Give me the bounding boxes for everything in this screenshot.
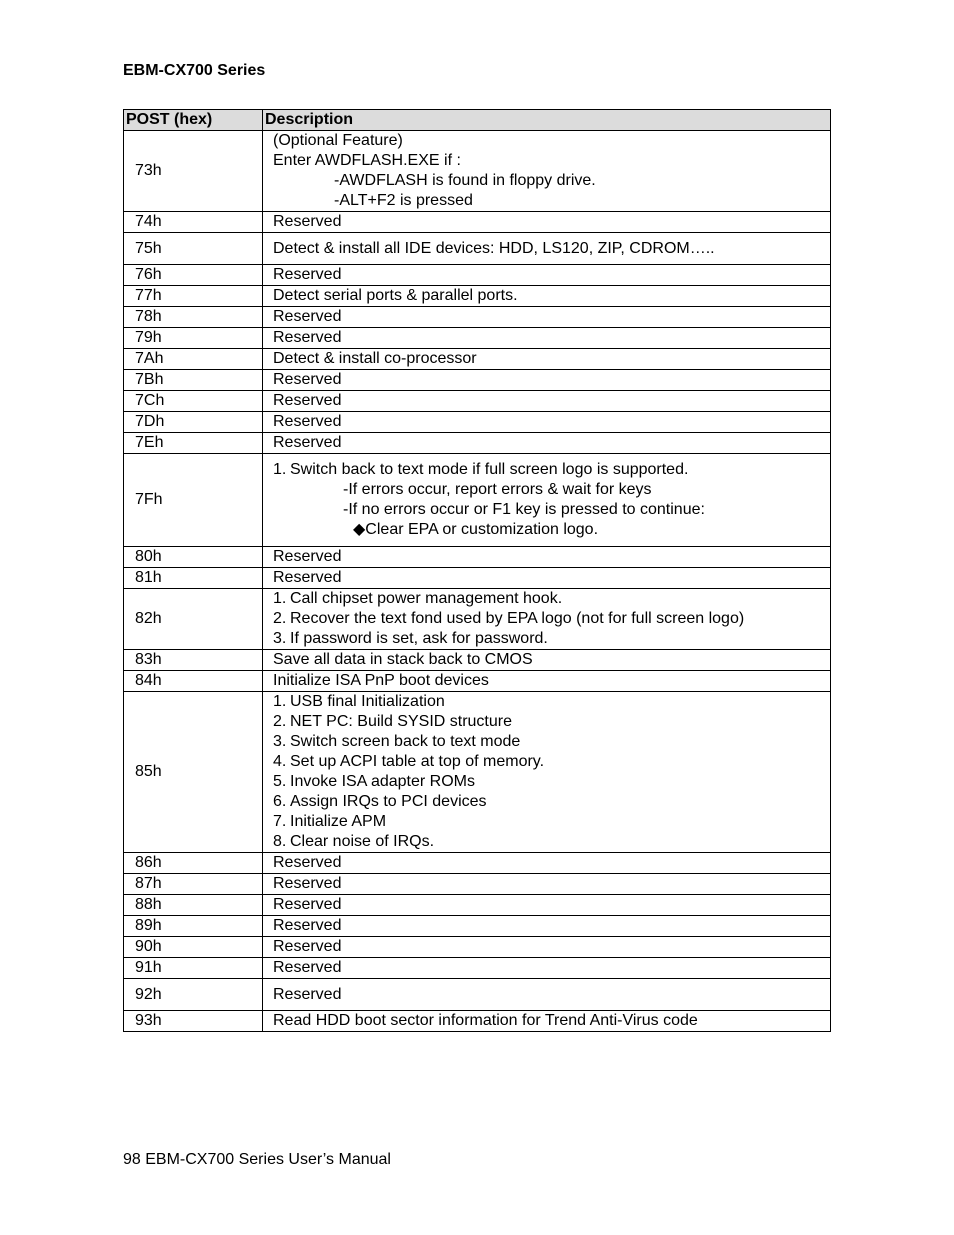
list-number: 8.	[273, 833, 287, 850]
description-line	[273, 568, 830, 588]
post-code-cell: 7Fh	[124, 454, 263, 547]
description-text: Recover the text fond used by EPA logo (not for full screen logo)	[290, 610, 745, 627]
description-cell	[263, 433, 831, 454]
description-cell	[263, 568, 831, 589]
table-row	[124, 1011, 831, 1032]
table-row	[124, 692, 831, 853]
post-code-cell: 79h	[124, 328, 263, 349]
page-footer: 98 EBM-CX700 Series User’s Manual	[123, 1151, 391, 1168]
description-line	[273, 916, 830, 936]
description-line	[273, 609, 830, 629]
description-line	[273, 286, 830, 306]
description-line	[273, 792, 830, 812]
description-text: Initialize ISA PnP boot devices	[273, 672, 489, 689]
table-row	[124, 671, 831, 692]
description-cell	[263, 212, 831, 233]
description-text: Call chipset power management hook.	[290, 590, 563, 607]
description-cell	[263, 454, 831, 547]
description-cell	[263, 1011, 831, 1032]
table-row	[124, 958, 831, 979]
post-code-cell: 93h	[124, 1011, 263, 1032]
description-line	[273, 171, 830, 191]
list-number: 4.	[273, 753, 287, 770]
post-code-cell: 82h	[124, 589, 263, 650]
description-text: If password is set, ask for password.	[290, 630, 548, 647]
table-row	[124, 895, 831, 916]
description-line	[273, 391, 830, 411]
description-cell	[263, 370, 831, 391]
description-cell	[263, 328, 831, 349]
description-text: NET PC: Build SYSID structure	[290, 713, 512, 730]
table-row	[124, 212, 831, 233]
description-text: Switch back to text mode if full screen logo is supported.	[290, 461, 689, 478]
post-code-cell: 81h	[124, 568, 263, 589]
table-row	[124, 286, 831, 307]
table-header-row	[124, 110, 831, 131]
description-text: ◆Clear EPA or customization logo.	[353, 521, 599, 538]
post-code-cell: 75h	[124, 233, 263, 265]
post-code-cell: 88h	[124, 895, 263, 916]
description-cell	[263, 412, 831, 433]
description-line	[273, 307, 830, 327]
description-line	[273, 520, 830, 540]
post-code-cell: 77h	[124, 286, 263, 307]
description-cell	[263, 979, 831, 1011]
description-cell	[263, 916, 831, 937]
description-text: Reserved	[273, 875, 342, 892]
post-code-cell: 84h	[124, 671, 263, 692]
table-row	[124, 391, 831, 412]
description-cell	[263, 671, 831, 692]
table-row	[124, 328, 831, 349]
description-cell	[263, 958, 831, 979]
description-line	[273, 191, 830, 211]
description-line	[273, 985, 830, 1005]
list-number: 2.	[273, 713, 287, 730]
list-number: 6.	[273, 793, 287, 810]
description-text: -AWDFLASH is found in floppy drive.	[334, 172, 596, 189]
list-number: 3.	[273, 630, 287, 647]
post-code-table	[123, 109, 831, 1032]
description-line	[273, 433, 830, 453]
description-text: USB final Initialization	[290, 693, 445, 710]
description-line	[273, 212, 830, 232]
post-code-cell: 89h	[124, 916, 263, 937]
description-line	[273, 812, 830, 832]
description-line	[273, 547, 830, 567]
description-line	[273, 874, 830, 894]
description-text: Reserved	[273, 854, 342, 871]
description-text: Detect & install all IDE devices: HDD, LS120, ZIP, CDROM…..	[273, 239, 715, 257]
post-code-cell: 90h	[124, 937, 263, 958]
description-line	[273, 349, 830, 369]
list-number: 1.	[273, 693, 287, 710]
table-row	[124, 547, 831, 568]
description-text: Reserved	[273, 548, 342, 565]
table-row	[124, 349, 831, 370]
description-text: Reserved	[273, 896, 342, 913]
description-cell	[263, 131, 831, 212]
table-row	[124, 937, 831, 958]
description-text: Detect serial ports & parallel ports.	[273, 287, 518, 304]
description-line	[273, 752, 830, 772]
description-line	[273, 732, 830, 752]
description-line	[273, 500, 830, 520]
description-text: Clear noise of IRQs.	[290, 833, 435, 850]
description-cell	[263, 650, 831, 671]
post-code-cell: 91h	[124, 958, 263, 979]
description-text: Reserved	[273, 308, 342, 325]
description-text: Invoke ISA adapter ROMs	[290, 773, 475, 790]
table-row	[124, 433, 831, 454]
table-row	[124, 307, 831, 328]
description-cell	[263, 233, 831, 265]
table-row	[124, 131, 831, 212]
description-cell	[263, 265, 831, 286]
description-line	[273, 265, 830, 285]
description-text: Switch screen back to text mode	[290, 733, 521, 750]
description-text: Read HDD boot sector information for Trend Anti-Virus code	[273, 1012, 698, 1029]
description-line	[273, 629, 830, 649]
description-line	[273, 772, 830, 792]
description-cell	[263, 391, 831, 412]
post-code-cell: 85h	[124, 692, 263, 853]
list-number: 1.	[273, 590, 287, 607]
post-code-cell: 73h	[124, 131, 263, 212]
description-text: -If no errors occur or F1 key is pressed to continue:	[343, 501, 705, 518]
description-text: Reserved	[273, 985, 342, 1003]
table-row	[124, 916, 831, 937]
description-cell	[263, 547, 831, 568]
post-code-cell: 7Dh	[124, 412, 263, 433]
table-row	[124, 412, 831, 433]
description-text: Assign IRQs to PCI devices	[290, 793, 487, 810]
table-row	[124, 979, 831, 1011]
description-text: Reserved	[273, 434, 342, 451]
description-text: Reserved	[273, 413, 342, 430]
post-code-cell: 86h	[124, 853, 263, 874]
description-line	[273, 692, 830, 712]
post-code-cell: 7Bh	[124, 370, 263, 391]
post-code-cell: 83h	[124, 650, 263, 671]
description-text: Set up ACPI table at top of memory.	[290, 753, 545, 770]
description-cell	[263, 692, 831, 853]
description-text: Reserved	[273, 329, 342, 346]
list-number: 3.	[273, 733, 287, 750]
description-line	[273, 832, 830, 852]
post-code-cell: 7Eh	[124, 433, 263, 454]
description-text: Enter AWDFLASH.EXE if :	[273, 152, 461, 169]
description-line	[273, 131, 830, 151]
column-header-post: POST (hex)	[124, 110, 263, 131]
post-code-cell: 80h	[124, 547, 263, 568]
description-text: -If errors occur, report errors & wait for keys	[343, 481, 652, 498]
description-line	[273, 712, 830, 732]
table-row	[124, 650, 831, 671]
list-number: 2.	[273, 610, 287, 627]
description-line	[273, 1011, 830, 1031]
description-cell	[263, 286, 831, 307]
page-header: EBM-CX700 Series	[123, 62, 266, 79]
description-line	[273, 370, 830, 390]
post-code-cell: 7Ch	[124, 391, 263, 412]
description-text: Save all data in stack back to CMOS	[273, 651, 533, 668]
post-code-cell: 87h	[124, 874, 263, 895]
description-text: Reserved	[273, 569, 342, 586]
description-cell	[263, 853, 831, 874]
description-text: Reserved	[273, 938, 342, 955]
column-header-description: Description	[263, 110, 831, 131]
description-line	[273, 480, 830, 500]
description-cell	[263, 349, 831, 370]
description-line	[273, 151, 830, 171]
description-cell	[263, 895, 831, 916]
description-line	[273, 895, 830, 915]
list-number: 5.	[273, 773, 287, 790]
table-row	[124, 589, 831, 650]
post-code-cell: 7Ah	[124, 349, 263, 370]
description-text: Reserved	[273, 371, 342, 388]
description-line	[273, 239, 830, 259]
description-text: Reserved	[273, 959, 342, 976]
description-cell	[263, 937, 831, 958]
description-line	[273, 589, 830, 609]
post-code-cell: 74h	[124, 212, 263, 233]
description-line	[273, 412, 830, 432]
list-number: 7.	[273, 813, 287, 830]
table-row	[124, 233, 831, 265]
description-line	[273, 958, 830, 978]
description-line	[273, 460, 830, 480]
description-line	[273, 853, 830, 873]
table-row	[124, 370, 831, 391]
description-line	[273, 650, 830, 670]
description-text: Reserved	[273, 392, 342, 409]
description-text: -ALT+F2 is pressed	[334, 192, 473, 209]
table-row	[124, 853, 831, 874]
description-line	[273, 671, 830, 691]
description-line	[273, 937, 830, 957]
post-code-cell: 76h	[124, 265, 263, 286]
description-text: Reserved	[273, 213, 342, 230]
description-text: Initialize APM	[290, 813, 387, 830]
table-row	[124, 568, 831, 589]
description-cell	[263, 307, 831, 328]
description-text: Detect & install co-processor	[273, 350, 477, 367]
table-row	[124, 874, 831, 895]
list-number: 1.	[273, 461, 287, 478]
description-cell	[263, 874, 831, 895]
table-body	[124, 131, 831, 1032]
post-code-cell: 92h	[124, 979, 263, 1011]
description-text: Reserved	[273, 266, 342, 283]
table-row	[124, 454, 831, 547]
description-text: (Optional Feature)	[273, 132, 403, 149]
description-text: Reserved	[273, 917, 342, 934]
post-code-cell: 78h	[124, 307, 263, 328]
table-row	[124, 265, 831, 286]
description-line	[273, 328, 830, 348]
description-cell	[263, 589, 831, 650]
